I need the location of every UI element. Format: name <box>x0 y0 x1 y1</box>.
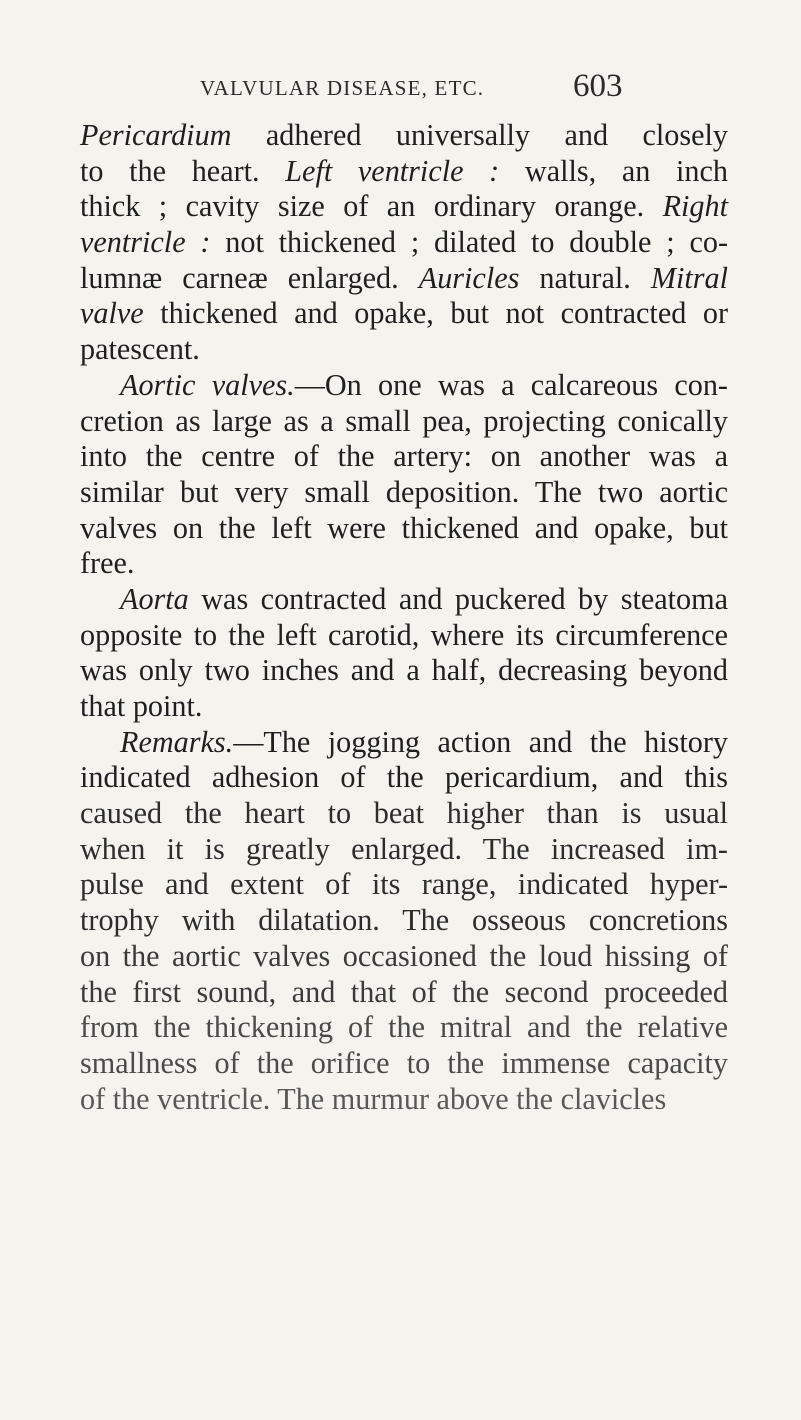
text-run: cretion as large as a small pea, projecting conically <box>80 403 728 438</box>
italic-term: Auricles <box>418 260 520 295</box>
text-run: walls, an inch <box>499 153 728 188</box>
text-run: thick ; cavity size of an ordinary orange. <box>80 189 663 224</box>
italic-term: Aorta <box>120 581 189 616</box>
text-run: valves on the left were thickened and opake, but <box>80 510 728 545</box>
text-run: into the centre of the artery: on another was a <box>80 439 728 474</box>
text-line <box>80 689 728 725</box>
text-run: —On one was a calcareous con- <box>294 367 728 402</box>
text-run: was contracted and puckered by steatoma <box>188 581 728 616</box>
text-run: smallness of the orifice to the immense capacity <box>80 1045 728 1080</box>
text-line <box>80 511 728 547</box>
text-line <box>80 1010 728 1046</box>
text-line <box>80 832 728 868</box>
italic-term: Mitral <box>650 260 729 295</box>
text-run: adhered universally and closely <box>231 118 728 152</box>
text-line <box>80 189 728 225</box>
text-line <box>80 867 728 903</box>
italic-term: Remarks. <box>120 724 234 759</box>
italic-term: Pericardium <box>80 118 232 152</box>
running-title: VALVULAR DISEASE, ETC. <box>200 76 485 100</box>
text-run: that point. <box>80 689 203 723</box>
text-run: the first sound, and that of the second proceeded <box>80 974 728 1009</box>
italic-term: Right <box>662 189 728 224</box>
running-head <box>200 66 700 106</box>
text-run: thickened and opake, but not contracted or <box>143 296 728 331</box>
text-line <box>80 154 728 190</box>
text-line <box>80 975 728 1011</box>
text-line <box>80 261 728 297</box>
text-run: of the ventricle. The murmur above the clavicles <box>80 1081 667 1116</box>
text-line <box>80 760 728 796</box>
text-run: when it is greatly enlarged. The increased im- <box>80 831 728 866</box>
text-run: to the heart. <box>80 153 286 188</box>
text-run: indicated adhesion of the pericardium, and this <box>80 760 728 795</box>
text-line <box>80 1046 728 1082</box>
text-run: on the aortic valves occasioned the loud hissing of <box>80 938 728 973</box>
italic-term: valve <box>80 296 144 331</box>
italic-term: ventricle : <box>80 225 211 260</box>
text-run: not thickened ; dilated to double ; co- <box>210 225 728 260</box>
italic-term: Aortic valves. <box>120 367 295 402</box>
text-run: caused the heart to beat higher than is usual <box>80 796 728 831</box>
text-run: —The jogging action and the history <box>233 724 728 759</box>
text-line <box>80 1082 728 1118</box>
text-line <box>80 118 728 154</box>
italic-term: Left ventricle : <box>285 153 500 188</box>
text-line <box>80 796 728 832</box>
text-run: natural. <box>519 260 651 295</box>
text-line <box>80 903 728 939</box>
text-run: opposite to the left carotid, where its circumference <box>80 617 728 652</box>
text-run: was only two inches and a half, decreasing beyond <box>80 653 728 688</box>
text-line <box>80 939 728 975</box>
text-run: free. <box>80 546 135 581</box>
text-line <box>80 618 728 654</box>
text-line <box>80 225 728 261</box>
text-run: lumnæ carneæ enlarged. <box>80 260 419 295</box>
text-line <box>80 439 728 475</box>
body-text <box>80 118 728 1117</box>
text-line <box>80 475 728 511</box>
text-line <box>80 332 728 368</box>
text-run: pulse and extent of its range, indicated hyper- <box>80 867 728 902</box>
text-run: from the thickening of the mitral and the relative <box>80 1010 728 1045</box>
text-run: similar but very small deposition. The two aortic <box>80 474 728 509</box>
text-line <box>80 725 728 761</box>
text-line <box>80 404 728 440</box>
text-line <box>80 653 728 689</box>
text-line <box>80 296 728 332</box>
text-run: patescent. <box>80 332 200 367</box>
page-number: 603 <box>573 68 623 104</box>
text-line <box>80 546 728 582</box>
text-line <box>80 368 728 404</box>
text-run: trophy with dilatation. The osseous concretions <box>80 903 728 938</box>
text-line <box>80 582 728 618</box>
